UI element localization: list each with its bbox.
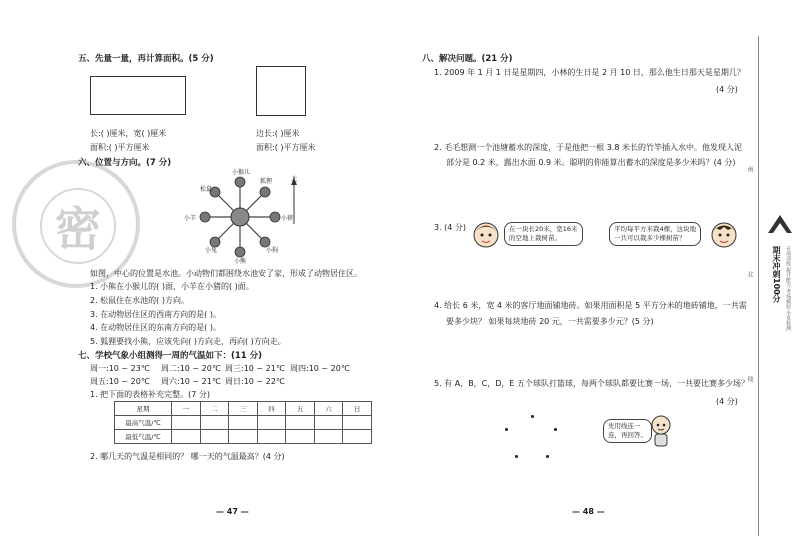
r-q1-score: (4 分): [716, 85, 738, 94]
table-header-cell: 六: [314, 402, 343, 416]
temp-thu: 周四:10 ~ 20℃: [290, 364, 350, 373]
seal-character: 密: [55, 202, 101, 256]
section-6-title: 六、位置与方向。(7 分): [78, 158, 172, 168]
s7-q1: 1. 把下面的表格补充完整。(7 分): [90, 390, 211, 399]
label-squirrel: 松鼠: [200, 186, 213, 193]
brand-slogan: 专项训练·提升能力·考场模拟·全真检测: [785, 246, 791, 331]
r-q4-line1: 4. 给长 6 米，宽 4 米的客厅地面铺地砖。如果用面积是 5 平方分米的地砖铺地，一共需: [434, 301, 747, 310]
table-header-cell: 二: [200, 402, 229, 416]
temp-sat: 周六:10 ~ 21℃: [161, 377, 221, 386]
north-label: 北: [291, 176, 298, 183]
section-7-title: 七、学校气象小组测得一周的气温如下：(11 分): [78, 351, 263, 361]
label-rabbit: 小兔: [205, 247, 218, 254]
s6-q3: 3. 在动物居住区的西南方向的是( )。: [90, 310, 221, 319]
s6-q1: 1. 小熊在小猴儿的( )面，小羊在小猪的( )面。: [90, 282, 254, 291]
brand-title: 期末冲刺100分: [772, 246, 781, 303]
temp-fri: 周五:10 ~ 20℃: [90, 377, 150, 386]
row-label-high: 最高气温/℃: [115, 416, 172, 430]
pond-center: [231, 208, 249, 226]
girl-cartoon-icon: [470, 218, 502, 250]
temp-wed: 周三:10 ~ 21℃: [225, 364, 285, 373]
rect-length-width: 长:( )厘米，宽( )厘米: [90, 129, 167, 138]
team-dot: [554, 428, 557, 431]
table-header-cell: 三: [229, 402, 258, 416]
row-label-low: 最低气温/℃: [115, 430, 172, 444]
temperature-table: [114, 401, 372, 444]
r-q3: 3. (4 分): [434, 223, 467, 232]
table-header-cell: 星期: [115, 402, 172, 416]
sidebar-char-south: 南: [746, 166, 753, 172]
speech-bubble-1: 在一块长20米，宽16米 的空地上栽树苗。: [504, 222, 583, 246]
section-5-title: 五、先量一量，再计算面积。(5 分): [78, 54, 214, 64]
s6-q2: 2. 松鼠住在水池的( )方向。: [90, 296, 189, 305]
square-figure: [256, 66, 306, 116]
square-area: 面积:( )平方厘米: [256, 143, 316, 152]
r-q2-line2: 部分是 0.2 米，露出水面 0.9 米。聪明的你能算出蓄水的深度是多少米吗？(4 分): [446, 158, 736, 167]
team-dot: [505, 428, 508, 431]
r-q5-score: (4 分): [716, 397, 738, 406]
table-row: [115, 430, 372, 444]
table-header-cell: 四: [257, 402, 286, 416]
mascot-cartoon-icon: [648, 414, 674, 448]
page-number-47: — 47 —: [216, 507, 249, 516]
label-monkey: 小猴儿: [232, 169, 251, 176]
rect-area: 面积:( )平方厘米: [90, 143, 150, 152]
rectangle-figure: [90, 76, 186, 115]
temp-tue: 周二:10 ~ 20℃: [161, 364, 221, 373]
sidebar-char-north: 北: [746, 271, 753, 277]
temp-sun: 周日:10 ~ 22℃: [225, 377, 285, 386]
r-q2-line1: 2. 毛毛想测一个池塘蓄水的深度，于是他把一根 3.8 米长的竹竿插入水中。他发现人泥: [434, 143, 742, 152]
boy-cartoon-icon: [708, 218, 740, 250]
team-dot: [546, 455, 549, 458]
table-header-cell: 日: [343, 402, 372, 416]
team-dot: [515, 455, 518, 458]
r-q1: 1. 2009 年 1 月 1 日是星期四，小林的生日是 2 月 10 日，那么他生日那天是星期几？: [434, 68, 745, 77]
team-dot: [531, 415, 534, 418]
page-number-48: — 48 —: [572, 507, 605, 516]
s7-q2: 2. 哪几天的气温是相同的？ 哪一天的气温最高？(4 分): [90, 452, 285, 461]
r-q4-line2: 要多少块？ 如果每块地砖 20 元，一共需要多少元？(5 分): [446, 317, 654, 326]
section-8-title: 八、解决问题。(21 分): [422, 54, 513, 64]
s6-q5: 5. 狐狸要找小熊，应该先向( )方向走，再向( )方向走。: [90, 337, 286, 346]
square-side: 边长:( )厘米: [256, 129, 300, 138]
label-pig: 小猪: [281, 215, 294, 222]
label-sheep: 小羊: [184, 215, 197, 222]
sidebar-char-line: 线: [746, 376, 753, 382]
s6-q4: 4. 在动物居住区的东南方向的是( )。: [90, 323, 221, 332]
table-row: [115, 416, 372, 430]
speech-bubble-3: 先用线连一 连，再回答。: [603, 419, 652, 443]
brand-logo-icon: [765, 211, 795, 241]
label-fox: 狐狸: [260, 178, 273, 185]
binding-sidebar: [746, 36, 800, 536]
table-header-cell: 五: [286, 402, 315, 416]
label-bear: 小熊: [234, 258, 247, 265]
label-dog: 小狗: [266, 247, 279, 254]
table-row: [115, 402, 372, 416]
s6-intro: 如图，中心的位置是水池。小动物们都围绕水池安了家，形成了动物居住区。: [90, 269, 362, 278]
table-header-cell: 一: [172, 402, 201, 416]
temp-mon: 周一:10 ~ 23℃: [90, 364, 150, 373]
speech-bubble-2: 平均每平方米栽4棵，这块地 一共可以栽多少棵树苗？: [609, 222, 701, 246]
r-q5: 5. 有 A，B，C，D，E 五个球队打篮球，每两个球队都要比赛一场，一共要比赛多少场？: [434, 379, 750, 388]
